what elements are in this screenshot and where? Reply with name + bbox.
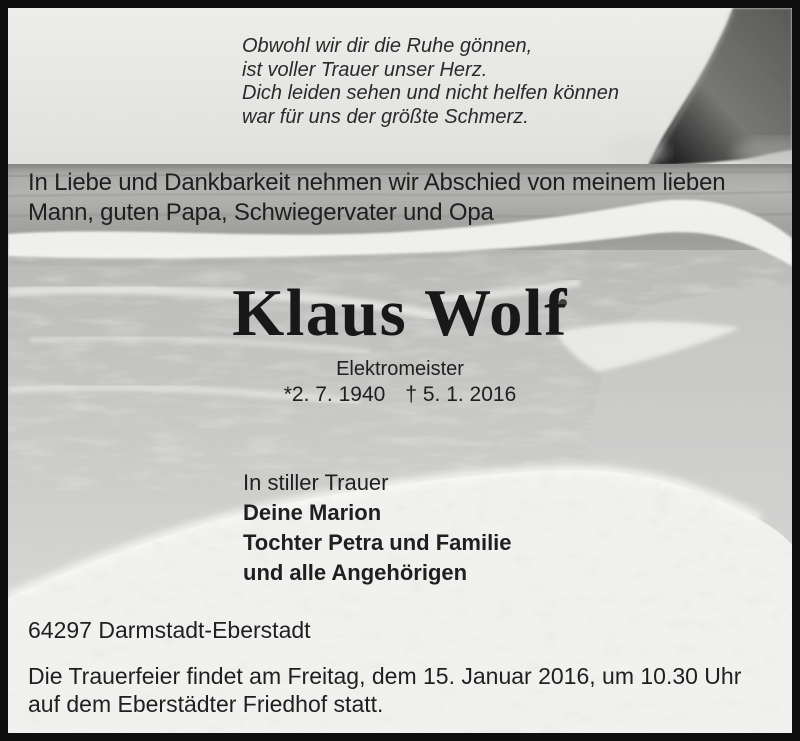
mourners-heading: In stiller Trauer (243, 470, 389, 495)
mourner-line-1: Deine Marion (243, 500, 382, 525)
verse-line-2: ist voller Trauer unser Herz. (242, 58, 488, 81)
deceased-name: Klaus Wolf (232, 276, 568, 350)
verse-line-3: Dich leiden sehen und nicht helfen können (242, 82, 619, 104)
intro-line-2: Mann, guten Papa, Schwiegervater und Opa (28, 199, 494, 226)
funeral-line-2: auf dem Eberstädter Friedhof statt. (28, 690, 384, 717)
verse-line-1: Obwohl wir dir die Ruhe gönnen, (242, 35, 533, 57)
memorial-verse (242, 35, 619, 129)
mourner-line-2: Tochter Petra und Familie (243, 530, 512, 555)
death-date: † 5. 1. 2016 (405, 383, 517, 406)
intro-line-1: In Liebe und Dankbarkeit nehmen wir Abschied von meinem lieben (28, 169, 726, 196)
mourner-line-3: und alle Angehörigen (243, 560, 468, 585)
address-line: 64297 Darmstadt-Eberstadt (28, 617, 311, 643)
life-dates (0, 383, 800, 407)
deceased-profession: Elektromeister (336, 358, 464, 380)
mourners-block (243, 468, 512, 588)
verse-line-4: war für uns der größte Schmerz. (242, 105, 529, 128)
farewell-intro (28, 168, 725, 228)
funeral-line-1: Die Trauerfeier findet am Freitag, dem 15. Januar 2016, um 10.30 Uhr (28, 663, 742, 689)
birth-date: *2. 7. 1940 (283, 383, 386, 406)
funeral-info (28, 663, 741, 718)
